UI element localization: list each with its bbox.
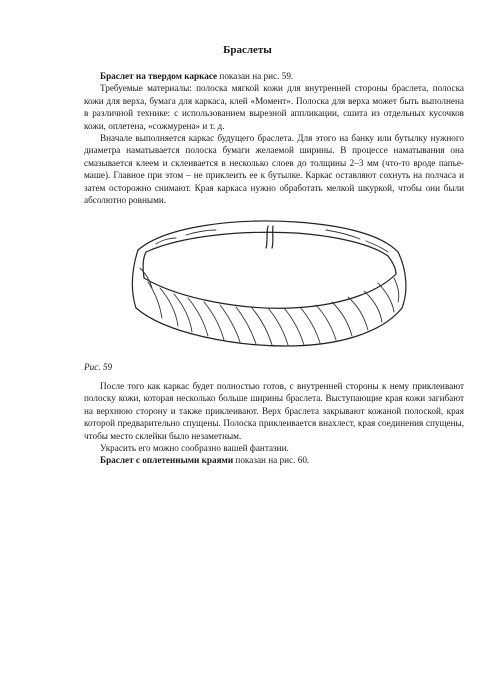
subheading-braided-edges: Браслет с оплетенными краями: [100, 455, 234, 466]
paragraph-decorate: Украсить его можно сообразно вашей фантазии.: [100, 443, 289, 454]
braided-rest: показан на рис. 60.: [233, 455, 310, 466]
intro-rest: показан на рис. 59.: [217, 71, 294, 81]
section-hard-frame: [84, 70, 464, 206]
paragraph-finishing: После того как каркас будет полностью готов, с внутренней стороны к нему приклеивают полоску кожи, которая несколько больше ширины браслета. Выступающие края кожи загибают на верхнюю сторону и также приклеивают. Верх браслета закрывают кожаной полоской, края которой предварительно спущены. Полоска приклеивается внахлест, края соединения спущены, чтобы место склейки было незаметным.: [84, 381, 464, 441]
bracelet-sketch-icon: [126, 208, 416, 356]
page-title: Браслеты: [223, 44, 272, 56]
paragraph-intro: [84, 70, 464, 82]
paragraph-materials: Требуемые материалы: полоска мягкой кожи для внутренней стороны браслета, полоска кожи для верха, бумага для каркаса, клей «Момент». Полоска для верха может быть выполнена в различной технике: с использованием вырезной аппликации, сшита из отдельных кусочков кожи, оплетена, «сожмурена» и т. д.: [84, 83, 464, 131]
section-finishing: [84, 380, 464, 467]
subheading-hard-frame: Браслет на твердом каркасе: [100, 71, 218, 81]
figure-caption: Рис. 59: [84, 362, 113, 372]
paragraph-braided: [84, 454, 464, 466]
paragraph-frame: Вначале выполняется каркас будущего браслета. Для этого на банку или бутылку нужного диаметра наматывается полоска бумаги желаемой ширины. В процессе наматывания она смазывается клеем и склеивается в несколько слоев до толщины 2–3 мм (что-то вроде папье-маше). Главное при этом – не приклеить ее к бутылке. Каркас оставляют сохнуть на полчаса и затем осторожно снимают. Края каркаса нужно обработать мелкой шкуркой, чтобы они были абсолютно ровными.: [84, 133, 464, 206]
